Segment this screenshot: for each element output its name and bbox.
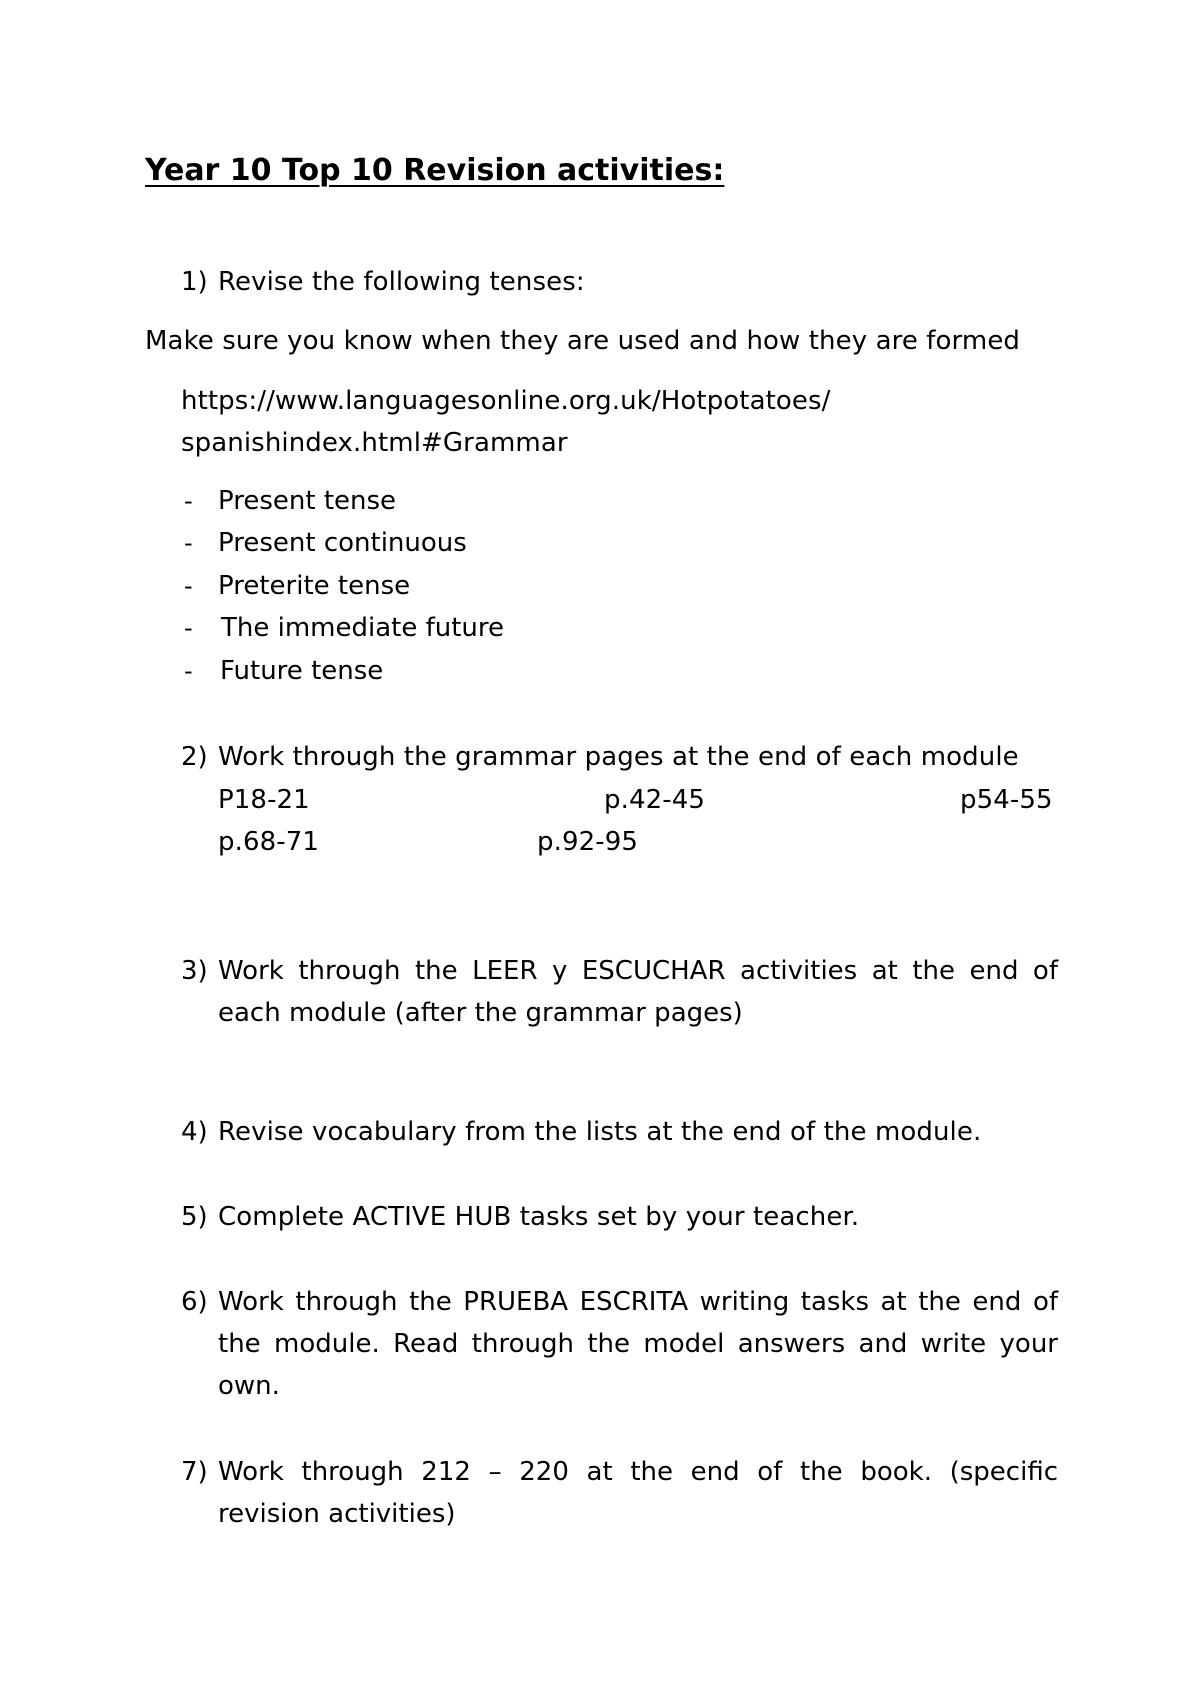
item-5-text: Complete ACTIVE HUB tasks set by your teacher.	[218, 1202, 860, 1232]
bullet-dash: -	[184, 614, 193, 642]
item-3-text: Work through the LEER y ESCUCHAR activities at the end of each module (after the grammar pages)	[218, 956, 1058, 1028]
page-title: Year 10 Top 10 Revision activities:	[145, 153, 725, 188]
page-range: p.42-45	[604, 785, 706, 815]
bullet-dash: -	[184, 572, 193, 600]
item-5-number: 5)	[181, 1202, 208, 1232]
item-7-number: 7)	[181, 1457, 208, 1487]
bullet-dash: -	[184, 529, 193, 557]
item-1-link-line-2[interactable]: spanishindex.html#Grammar	[181, 428, 568, 458]
item-1-number: 1)	[181, 267, 208, 297]
tense-item: Present continuous	[218, 528, 467, 558]
item-2-text: Work through the grammar pages at the end of each module	[218, 742, 1019, 772]
item-6-text: Work through the PRUEBA ESCRITA writing tasks at the end of the module. Read through the model answers and write your own.	[218, 1287, 1058, 1401]
item-3-number: 3)	[181, 956, 208, 986]
bullet-dash: -	[184, 657, 193, 685]
item-1-note: Make sure you know when they are used and how they are formed	[145, 326, 1021, 356]
item-6-number: 6)	[181, 1287, 208, 1317]
page-range: p.92-95	[537, 827, 639, 857]
item-1-link-line-1[interactable]: https://www.languagesonline.org.uk/Hotpotatoes/	[181, 386, 831, 416]
item-1-text: Revise the following tenses:	[218, 267, 585, 297]
tense-item: Future tense	[220, 656, 384, 686]
page-range: p54-55	[960, 785, 1053, 815]
item-4-number: 4)	[181, 1117, 208, 1147]
item-2-number: 2)	[181, 742, 208, 772]
page-range: p.68-71	[218, 827, 320, 857]
tense-item: Preterite tense	[218, 571, 411, 601]
item-7-text: Work through 212 – 220 at the end of the book. (specific revision activities)	[218, 1457, 1058, 1529]
item-4-text: Revise vocabulary from the lists at the end of the module.	[218, 1117, 982, 1147]
tense-item: Present tense	[218, 486, 397, 516]
tense-item: The immediate future	[221, 613, 505, 643]
bullet-dash: -	[184, 487, 193, 515]
page-range: P18-21	[218, 785, 310, 815]
